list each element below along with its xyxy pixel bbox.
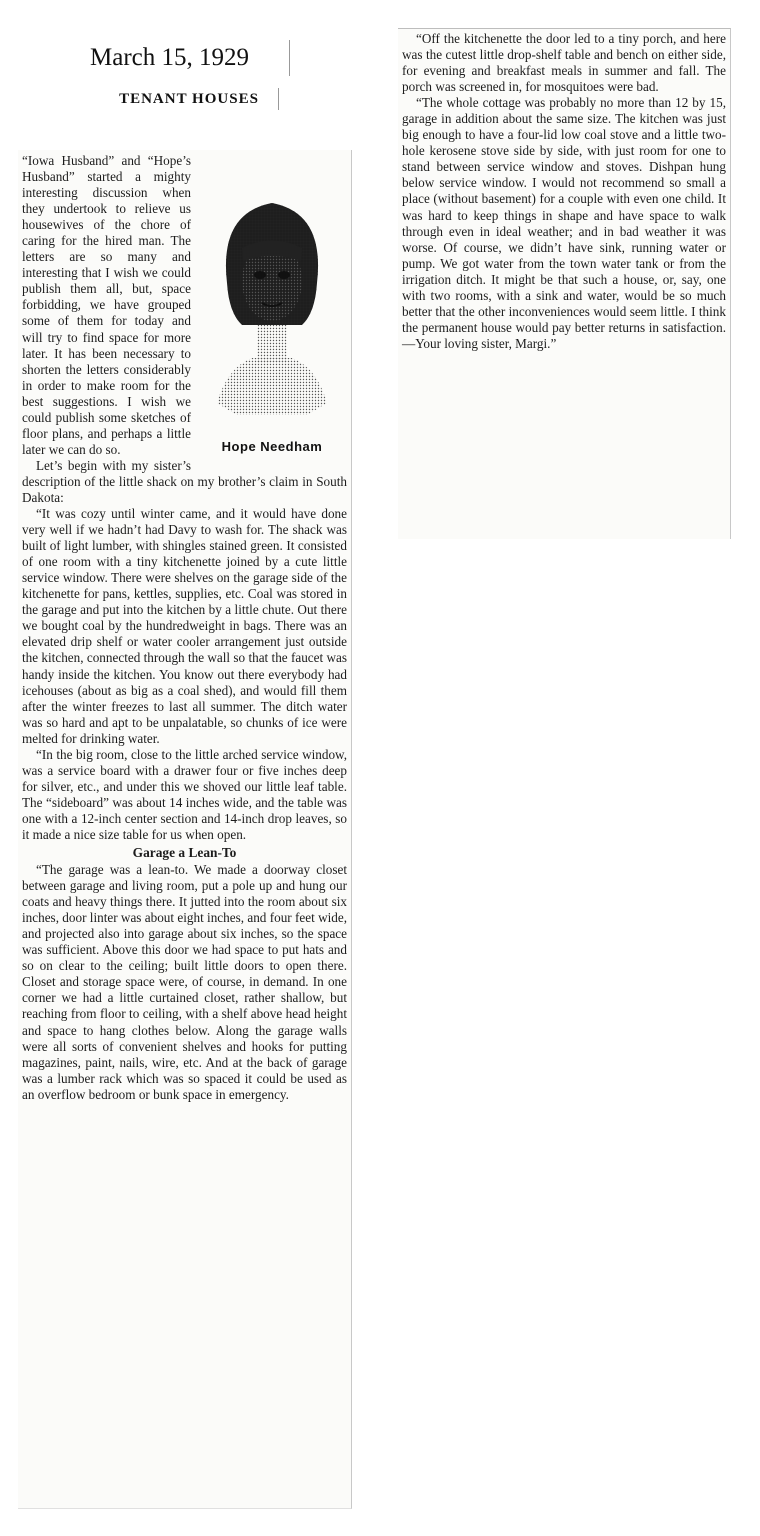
article-right-column xyxy=(402,31,726,352)
clipping-header xyxy=(80,40,292,118)
photo-caption: Hope Needham xyxy=(221,438,323,454)
article-paragraph: “The whole cottage was probably no more than 12 by 15, garage in addition about the same size. The kitchen was just big enough to have a four-lid low coal stove and a little two-hole kerosene stove side by side, with just room for one to stand between service window and stoves. Dishpan hung below service window. I would not recommend so small a place (without basement) for a couple with even one child. It was hard to keep things in shape and have space to walk through even in ideal weather; and in bad weather it was worse. Of course, we didn’t have sink, running water or pump. We got water from the town water tank or from the irrigation ditch. It might be that such a house, or, say, one with two rooms, with a sink and water, would be so much better that the other inconveniences would seem little. I think the permanent house would pay better returns in satisfaction.—Your loving sister, Margi.” xyxy=(402,95,726,351)
article-paragraph: “Iowa Husband” and “Hope’s Husband” started a mighty interesting discussion when they undertook to relieve us housewives of the chore of caring for the hired man. The letters are so many and interesting that I wish we could publish them all, but, space forbidding, we have grouped some of them for today and will try to find space for more later. It has been necessary to shorten the letters considerably in order to make room for the best suggestions. I wish we could publish some sketches of floor plans, and perhaps a little later we can do so. xyxy=(22,153,191,457)
clipping-date: March 15, 1929 xyxy=(80,40,290,76)
article-subheading: Garage a Lean-To xyxy=(132,845,237,861)
portrait-image xyxy=(197,153,347,453)
article-paragraph: “Off the kitchenette the door led to a tiny porch, and here was the cutest little drop-shelf table and bench on either side, for evening and breakfast meals in summer and fall. The porch was screened in, for mosquitoes were bad. xyxy=(402,31,726,95)
article-paragraph: “It was cozy until winter came, and it would have done very well if we hadn’t had Davy to wash for. The shack was built of light lumber, with shingles stained green. It consisted of one room with a tiny kitchenette joined by a cute little service window. There were shelves on the garage side of the kitchenette for pans, kettles, supplies, etc. Coal was stored in the garage and put into the kitchen by a little chute. Out there we bought coal by the hundredweight in bags. There was an elevated drip shelf or water cooler arrangement just outside the kitchen, connected through the wall so that the faucet was handy inside the kitchen. You know out there everybody had icehouses (about as big as a coal shed), and would fill them after the winter freezes to last all summer. The ditch water was so hard and apt to be unpalatable, so chunks of ice were melted for drinking water. xyxy=(22,506,347,746)
article-left-column xyxy=(22,153,347,1103)
author-photo xyxy=(197,153,347,461)
section-heading: TENANT HOUSES xyxy=(100,88,279,110)
article-paragraph: “In the big room, close to the little arched service window, was a service board with a drawer four or five inches deep for silver, etc., and under this we shoved our little leaf table. The “sideboard” was about 14 inches wide, and the table was one with a 12-inch center section and 14-inch drop leaves, so it made a nice size table for us when open. xyxy=(22,746,347,842)
article-paragraph: “The garage was a lean-to. We made a doorway closet between garage and living room, put a pole up and hung our coats and heavy things there. It jutted into the room about six inches, door linter was about eight inches, and four feet wide, and projected also into garage about six inches, so the space was sufficient. Above this door we had space to put hats and so on clear to the ceiling; built little doors to open there. Closet and storage space were, of course, in demand. In one corner we had a little curtained closet, rather shallow, but reaching from floor to ceiling, with a shelf above head height and space to hang clothes below. Along the garage walls were all sorts of convenient shelves and hooks for putting magazines, paint, nails, wire, etc. And at the back of garage was a lumber rack which was so spaced it could be used as an overflow bedroom or bunk space in emergency. xyxy=(22,862,347,1102)
article-paragraph: Let’s begin with my sister’s description of the little shack on my brother’s claim in South Dakota: xyxy=(22,457,347,505)
